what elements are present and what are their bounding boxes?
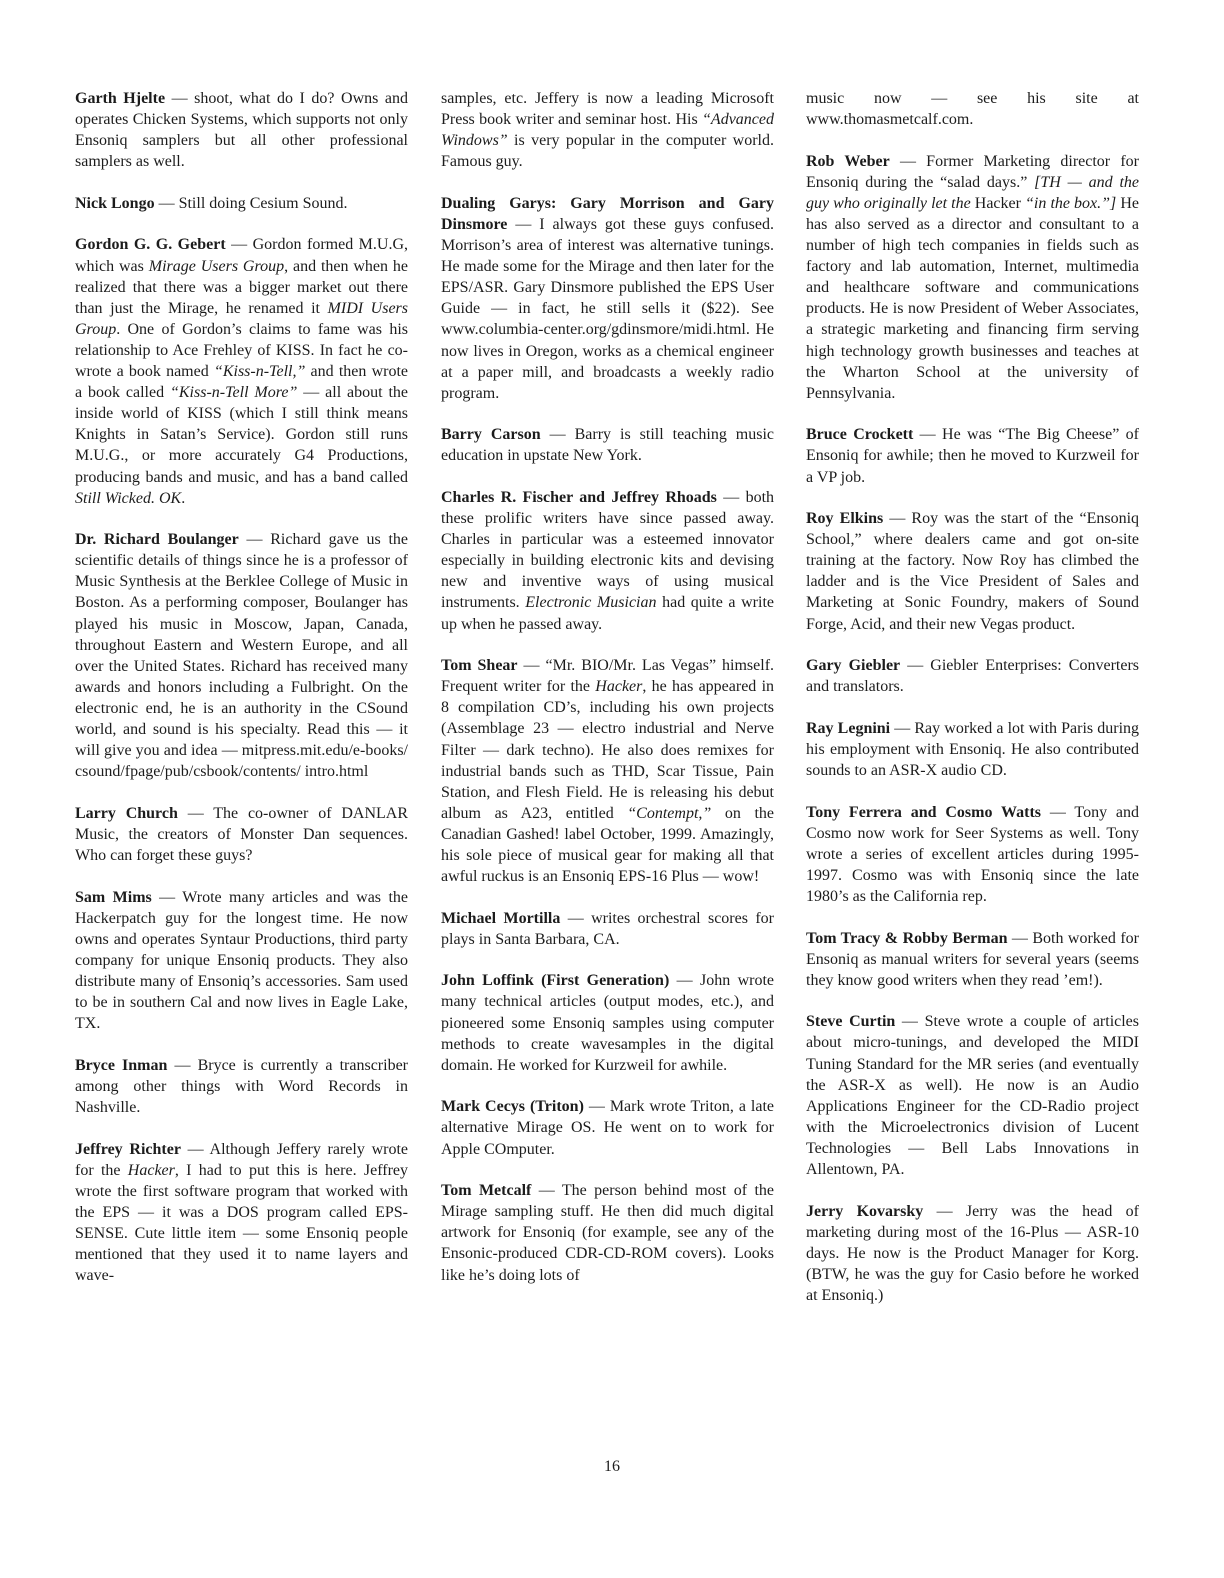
bio-name: Tony Ferrera and Cosmo Watts — [806, 803, 1042, 821]
bio-name: Sam Mims — [75, 888, 152, 906]
bio-text: I always got these guys confused. Morrison’s area of interest was alternative tunings. He made some for the Mirage and then later for the EPS/ASR. Gary Dinsmore published the EPS User Guide — in fact, he still sells it ($22). See www.columbia-center.org/gdinsmore/midi.html. He now lives in Oregon, works as a chemical engineer at a paper mill, and broadcasts a weekly radio program. — [441, 215, 774, 402]
bio-separator: — — [913, 426, 943, 444]
bio-separator: — — [669, 972, 700, 990]
bio-text: Barry is still teaching music education in upstate New York. — [441, 426, 775, 465]
column-2 — [441, 88, 774, 1306]
bio-entry — [441, 908, 774, 950]
bio-name: Barry Carson — [441, 426, 541, 444]
bio-name: Bruce Crockett — [806, 426, 914, 444]
bio-separator: — — [923, 1202, 966, 1220]
page-number: 16 — [604, 1458, 620, 1475]
bio-name: Charles R. Fischer and Jeffrey Rhoads — [441, 489, 717, 506]
bio-separator: — — [517, 657, 546, 675]
bio-text: writes orchestral scores for plays in Santa Barbara, CA. — [441, 909, 774, 948]
bio-entry — [806, 508, 1139, 635]
bio-text: Richard gave us the scientific details of things since he is a professor of Music Synthesis at the Berklee College of Music in Boston. As a performing composer, Boulanger has played his music in Moscow, Japan, Canada, throughout Eastern and Western Europe, and all over the United States. Richard has received many awards and honors including a Fulbright. On the electronic end, he is an authority in the CSound world, and sound is his specialty. Read this — it will give you and idea — mitpress.mit.edu/e-books/ csound/fpage/pub/csbook/contents/ intro.html — [75, 531, 409, 781]
bio-entry — [75, 193, 408, 214]
bio-text: Giebler Enterprises: Converters and translators. — [806, 657, 1140, 696]
bio-name: Mark Cecys (Triton) — [441, 1098, 584, 1116]
bio-text: He was “The Big Cheese” of Ensoniq for awhile; then he moved to Kurzweil for a VP job. — [806, 426, 1140, 486]
bio-name: Gordon G. G. Gebert — [75, 236, 226, 254]
bio-separator: — — [1007, 929, 1033, 947]
bio-entry — [806, 151, 1139, 404]
bio-name: Gary Giebler — [806, 657, 901, 675]
bio-text: Jerry was the head of marketing during most of the 16-Plus — ASR-10 days. He now is the Product Manager for Korg. (BTW, he was the guy for Casio before he worked at Ensoniq.) — [806, 1202, 1139, 1304]
bio-separator: — — [883, 510, 912, 528]
bio-text: John wrote many technical articles (output modes, etc.), and pioneered some Ensoniq samples using computer methods to create wavesamples in the digital domain. He worked for Kurzweil for awhile. — [441, 972, 775, 1074]
bio-entry — [441, 970, 774, 1075]
bio-name: Larry Church — [75, 804, 178, 822]
bio-separator: — — [238, 531, 271, 549]
bio-separator: — — [895, 1013, 925, 1031]
bio-separator: — — [167, 1056, 198, 1074]
bio-name: Bryce Inman — [75, 1056, 168, 1074]
bio-separator: — — [507, 215, 540, 233]
bio-entry — [441, 1096, 774, 1159]
bio-entry — [441, 487, 774, 635]
bio-entry — [806, 88, 1139, 130]
bio-text: Gordon formed M.U.G, which was Mirage Users Group, and then when he realized that there was a bigger market out there than just the Mirage, he renamed it MIDI Users Group. One of Gordon’s claims to fame was his relationship to Ace Frehley of KISS. In fact he co-wrote a book named “Kiss-n-Tell,” and then wrote a book called “Kiss-n-Tell More” — all about the inside world of KISS (which I still think means Knights in Satan’s Service). Gordon still runs M.U.G., or more accurately G4 Productions, producing bands and music, and has a band called Still Wicked. OK. — [75, 236, 409, 507]
bio-name: Roy Elkins — [806, 510, 884, 528]
bio-separator: — — [889, 152, 927, 170]
bio-separator: — — [900, 657, 931, 675]
bio-name: Dr. Richard Boulanger — [75, 531, 239, 549]
bio-separator: — — [151, 888, 183, 906]
bio-text: both these prolific writers have since passed away. Charles in particular was a esteemed innovator especially in building electronic kits and devising new and inventive ways of using musical instruments. Electronic Musician had quite a write up when he passed away. — [441, 489, 775, 633]
bio-entry — [806, 718, 1139, 781]
bio-name: Tom Shear — [441, 657, 518, 675]
bio-entry — [441, 193, 774, 404]
bio-text: Although Jeffery rarely wrote for the Hacker, I had to put this is here. Jeffrey wrote the first software program that worked with the EPS — it was a DOS program called EPS-SENSE. Cute little item — some Ensoniq people mentioned that they used it to name layers and wave- — [75, 1140, 409, 1285]
bio-entry — [75, 1139, 408, 1287]
bio-text: Steve wrote a couple of articles about micro-tunings, and developed the MIDI Tuning Standard for the MR series (and eventually the ASR-X as well). He now is an Audio Applications Engineer for the CD-Radio project with the Microelectronics division of Lucent Technologies — Bell Labs Innovations in Allentown, PA. — [806, 1013, 1140, 1179]
bio-entry — [806, 1011, 1139, 1180]
bio-entry — [806, 424, 1139, 487]
bio-entry — [806, 655, 1139, 697]
bio-name: Tom Tracy & Robby Berman — [806, 929, 1008, 947]
bio-name: Michael Mortilla — [441, 909, 561, 927]
bio-entry — [75, 88, 408, 172]
bio-entry — [75, 1055, 408, 1118]
bio-name: Ray Legnini — [806, 719, 891, 737]
bio-text: “Mr. BIO/Mr. Las Vegas” himself. Frequent writer for the Hacker, he has appeared in 8 compilation CD’s, including his own projects (Assemblage 23 — electro industrial and Nerve Filter — dark techno). He also does remixes for industrial bands such as THD, Scar Tissue, Pain Station, and Flesh Field. He is releasing his debut album as A23, entitled “Contempt,” on the Canadian Gashed! label October, 1999. Amazingly, his sole piece of musical gear for making all that awful ruckus is an Ensoniq EPS-16 Plus — wow! — [441, 657, 775, 886]
bio-text: The person behind most of the Mirage sampling stuff. He then did much digital artwork for Ensoniq (for example, see any of the Ensonic-produced CDR-CD-ROM covers). Looks like he’s doing lots of — [441, 1182, 775, 1284]
bio-name: Steve Curtin — [806, 1013, 896, 1031]
bio-text: Both worked for Ensoniq as manual writers for several years (seems they know good writers when they read ’em!). — [806, 929, 1139, 989]
bio-entry — [806, 802, 1139, 907]
bio-text: Mark wrote Triton, a late alternative Mirage OS. He went on to work for Apple COmputer. — [441, 1098, 775, 1158]
bio-separator: — — [225, 236, 253, 254]
bio-separator: — — [177, 804, 214, 822]
bio-text: Roy was the start of the “Ensoniq School,” where dealers came and got on-site training at the factory. Now Roy has climbed the ladder and is the Vice President of Sales and Marketing at Sonic Foundry, makers of Sound Forge, Acid, and their new Vegas product. — [806, 510, 1140, 633]
bio-name: Dualing Garys: Gary Morrison and Gary Dinsmore — [441, 194, 774, 233]
bio-separator: — — [560, 909, 592, 927]
bio-entry — [441, 655, 774, 887]
bio-entry — [441, 88, 774, 172]
bio-entry — [441, 1180, 774, 1285]
bio-entry — [806, 1201, 1139, 1306]
bio-separator: — — [531, 1182, 562, 1200]
bio-entry — [75, 803, 408, 866]
bio-separator: — — [583, 1098, 610, 1116]
column-1 — [75, 88, 408, 1307]
bio-entry — [75, 529, 408, 782]
bio-text: Wrote many articles and was the Hackerpatch guy for the longest time. He now owns and operates Syntaur Productions, third party company for unique Ensoniq products. They also distribute many of Ensoniq’s accessories. Sam used to be in southern Cal and now lives in Eagle Lake, TX. — [75, 888, 408, 1033]
bio-name: Tom Metcalf — [441, 1182, 532, 1200]
bio-separator: — — [540, 426, 575, 444]
column-3 — [806, 88, 1139, 1327]
bio-entry — [806, 928, 1139, 991]
bio-entry — [441, 424, 774, 466]
bio-text: Ray worked a lot with Paris during his employment with Ensoniq. He also contributed sounds to an ASR-X audio CD. — [806, 719, 1140, 780]
bio-separator: — — [154, 194, 179, 212]
bio-separator: — — [180, 1140, 210, 1158]
bio-text: Former Marketing director for Ensoniq during the “salad days.” [TH — and the guy who originally let the Hacker “in the box.”] He has also served as a director and consultant to a number of high tech companies in fields such as factory and lab automation, Internet, multimedia and healthcare software and communications products. He is now President of Weber Associates, a strategic marketing and financing firm serving high technology growth businesses and teaches at the Wharton School at the university of Pennsylvania. — [806, 152, 1140, 402]
bio-name: Jerry Kovarsky — [806, 1202, 924, 1220]
bio-entry — [75, 887, 408, 1035]
bio-name: Rob Weber — [806, 152, 890, 170]
bio-entry — [75, 234, 408, 508]
bio-text: samples, etc. Jeffery is now a leading Microsoft Press book writer and seminar host. His “Advanced Windows” is very popular in the computer world. Famous guy. — [441, 90, 774, 171]
bio-name: Jeffrey Richter — [75, 1140, 181, 1158]
bio-separator: — — [716, 489, 746, 506]
bio-text: Tony and Cosmo now work for Seer Systems as well. Tony wrote a series of excellent articles during 1995-1997. Cosmo was with Ensoniq since the late 1980’s as the California rep. — [806, 803, 1139, 905]
bio-name: John Loffink (First Generation) — [441, 972, 670, 990]
bio-text: shoot, what do I do? Owns and operates Chicken Systems, which supports not only Ensoniq samplers but all other professional samplers as well. — [75, 90, 409, 171]
bio-text: Bryce is currently a transcriber among other things with Word Records in Nashville. — [75, 1056, 408, 1116]
bio-text: music now — see his site at www.thomasmetcalf.com. — [806, 90, 1139, 129]
bio-text: Still doing Cesium Sound. — [178, 194, 348, 212]
bio-separator: — — [890, 719, 915, 737]
bio-separator: — — [1041, 803, 1075, 821]
bio-name: Nick Longo — [75, 194, 155, 212]
bio-separator: — — [165, 90, 195, 107]
bio-text: The co-owner of DANLAR Music, the creators of Monster Dan sequences. Who can forget these guys? — [75, 804, 409, 864]
bio-name: Garth Hjelte — [75, 90, 166, 107]
